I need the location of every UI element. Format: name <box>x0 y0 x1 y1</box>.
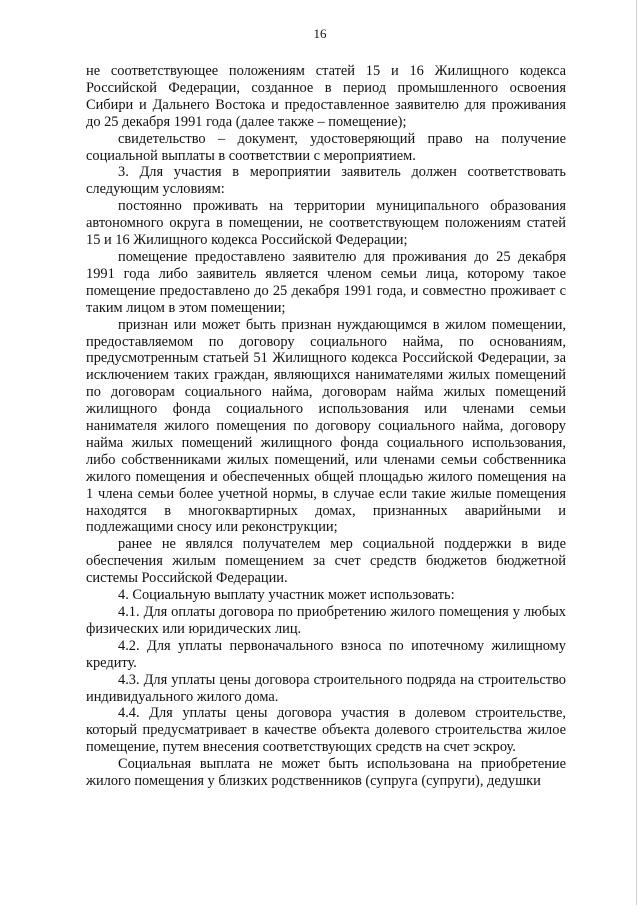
paragraph-5: помещение предоставлено заявителю для проживания до 25 декабря 1991 года либо заявитель является членом семьи лица, которому такое помещение предоставлено до 25 декабря 1991 года, и совместно проживает с таким лицом в этом помещении; <box>86 248 566 316</box>
paragraph-6: признан или может быть признан нуждающимся в жилом помещении, предоставляемом по договору социального найма, по основаниям, предусмотренным статьей 51 Жилищного кодекса Российской Федерации, за исключением таких граждан, являющихся нанимателями жилых помещений по договорам социального найма, договорам найма жилых помещений жилищного фонда социального использования или членами семьи нанимателя жилого помещения по договору социального найма, договору найма жилых помещений жилищного фонда социального использования, либо собственниками жилых помещений, или членами семьи собственника жилого помещения и обеспеченных общей площадью жилого помещения на 1 члена семьи более учетной нормы, в случае если такие жилые помещения находятся в многоквартирных домах, признанных аварийными и подлежащими сносу или реконструкции; <box>86 316 566 536</box>
paragraph-7: ранее не являлся получателем мер социальной поддержки в виде обеспечения жилым помещением за счет средств бюджетов бюджетной системы Российской Федерации. <box>86 536 566 587</box>
paragraph-2: свидетельство – документ, удостоверяющий право на получение социальной выплаты в соответствии с мероприятием. <box>86 130 566 164</box>
paragraph-11: 4.3. Для уплаты цены договора строительного подряда на строительство индивидуального жилого дома. <box>86 671 566 705</box>
document-body <box>86 63 566 790</box>
page-edge-line <box>636 0 637 905</box>
paragraph-10: 4.2. Для уплаты первоначального взноса по ипотечному жилищному кредиту. <box>86 637 566 671</box>
paragraph-1: не соответствующее положениям статей 15 и 16 Жилищного кодекса Российской Федерации, созданное в период промышленного освоения Сибири и Дальнего Востока и предоставленное заявителю для проживания до 25 декабря 1991 года (далее также – помещение); <box>86 63 566 130</box>
paragraph-12: 4.4. Для уплаты цены договора участия в долевом строительстве, который предусматривает в качестве объекта долевого строительства жилое помещение, путем внесения соответствующих средств на счет эскроу. <box>86 705 566 756</box>
paragraph-13: Социальная выплата не может быть использована на приобретение жилого помещения у близких родственников (супруга (супруги), дедушки <box>86 756 566 790</box>
paragraph-4: постоянно проживать на территории муниципального образования автономного округа в помещении, не соответствующем положениям статей 15 и 16 Жилищного кодекса Российской Федерации; <box>86 198 566 249</box>
page-number: 16 <box>313 26 327 41</box>
paragraph-9: 4.1. Для оплаты договора по приобретению жилого помещения у любых физических или юридических лиц. <box>86 604 566 637</box>
paragraph-8: 4. Социальную выплату участник может использовать: <box>118 587 455 604</box>
paragraph-3: 3. Для участия в мероприятии заявитель должен соответствовать следующим условиям: <box>86 164 566 198</box>
